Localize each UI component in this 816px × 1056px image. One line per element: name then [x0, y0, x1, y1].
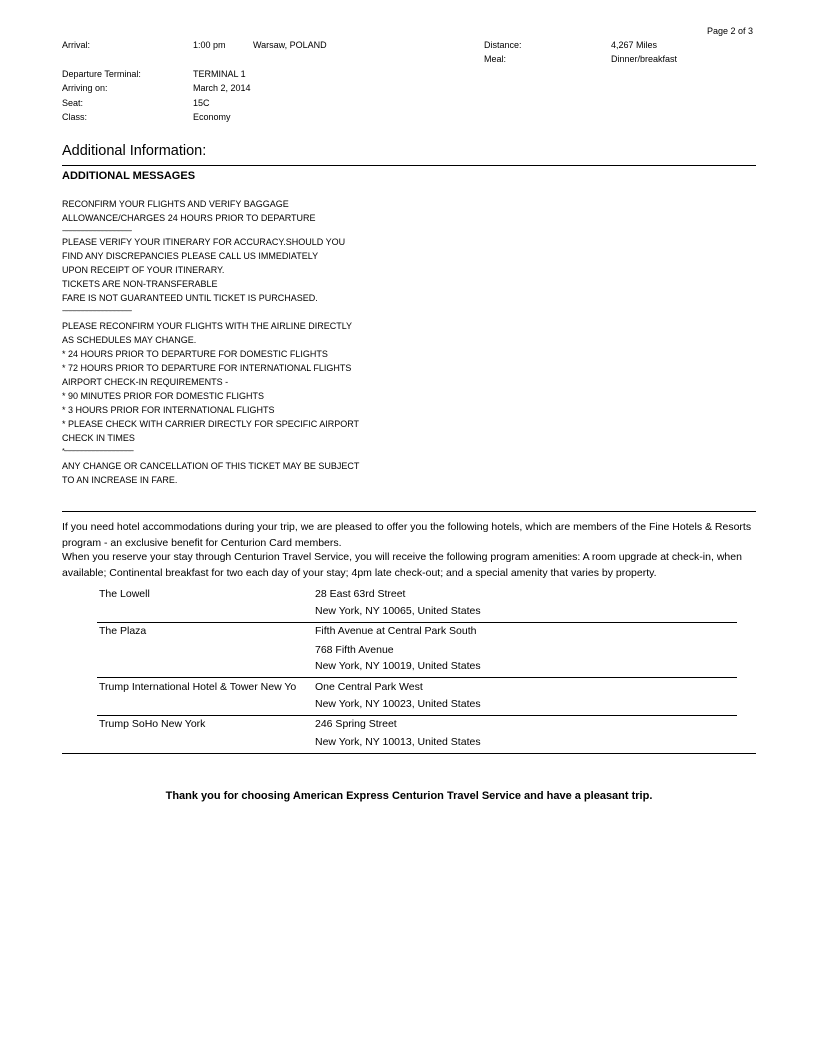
message-line: ALLOWANCE/CHARGES 24 HOURS PRIOR TO DEPARTURE [62, 213, 316, 223]
message-line: CHECK IN TIMES [62, 433, 135, 443]
hotel-amenities-paragraph: When you reserve your stay through Centurion Travel Service, you will receive the following program amenities: A room upgrade at check-in, when available; Continental breakfast for two each day of your stay; 4pm late check-out; and a special amenity that varies by property. [62, 551, 742, 579]
seat-value: 15C [193, 98, 210, 108]
hotel-name: The Lowell [99, 588, 150, 600]
message-separator: ---------------------------------------------------- [62, 308, 132, 315]
messages-title: ADDITIONAL MESSAGES [62, 170, 196, 182]
message-line: AIRPORT CHECK-IN REQUIREMENTS - [62, 377, 229, 387]
arriving-on-value: March 2, 2014 [193, 83, 251, 93]
hotel-address-line: 246 Spring Street [315, 718, 397, 730]
row-divider [97, 715, 737, 716]
hotel-address-line: New York, NY 10065, United States [315, 605, 481, 617]
hotel-name: Trump International Hotel & Tower New Yo [99, 681, 297, 693]
additional-info-title: Additional Information: [62, 143, 207, 159]
hotel-address-line: One Central Park West [315, 681, 423, 693]
row-divider [97, 677, 737, 678]
hotel-address-line: 768 Fifth Avenue [315, 644, 394, 656]
message-line: TICKETS ARE NON-TRANSFERABLE [62, 279, 218, 289]
meal-label: Meal: [484, 54, 507, 64]
message-line: UPON RECEIPT OF YOUR ITINERARY. [62, 265, 225, 275]
divider [62, 165, 756, 166]
message-line: * 24 HOURS PRIOR TO DEPARTURE FOR DOMESTIC FLIGHTS [62, 349, 328, 359]
distance-label: Distance: [484, 40, 522, 50]
hotel-address-line: New York, NY 10023, United States [315, 698, 481, 710]
divider [62, 753, 756, 754]
message-line: * 90 MINUTES PRIOR FOR DOMESTIC FLIGHTS [62, 391, 265, 401]
arrival-label: Arrival: [62, 40, 91, 50]
hotel-address-line: New York, NY 10013, United States [315, 736, 481, 748]
message-line: FIND ANY DISCREPANCIES PLEASE CALL US IMMEDIATELY [62, 251, 319, 261]
closing-message: Thank you for choosing American Express Centurion Travel Service and have a pleasant trip. [165, 790, 653, 802]
message-separator: *---------------------------------------------------- [62, 448, 133, 455]
meal-value: Dinner/breakfast [611, 54, 678, 64]
hotel-intro-paragraph: If you need hotel accommodations during your trip, we are pleased to offer you the following hotels, which are members of the Fine Hotels & Resorts program - an exclusive benefit for Centurion Card members. [62, 521, 752, 549]
message-line: RECONFIRM YOUR FLIGHTS AND VERIFY BAGGAGE [62, 199, 289, 209]
hotel-address-line: New York, NY 10019, United States [315, 660, 481, 672]
page-number: Page 2 of 3 [707, 26, 754, 36]
hotel-address-line: Fifth Avenue at Central Park South [315, 625, 477, 637]
message-line: TO AN INCREASE IN FARE. [62, 475, 178, 485]
message-line: PLEASE RECONFIRM YOUR FLIGHTS WITH THE AIRLINE DIRECTLY [62, 321, 353, 331]
hotel-name: Trump SoHo New York [99, 718, 206, 730]
departure-terminal-value: TERMINAL 1 [193, 69, 246, 79]
message-line: * PLEASE CHECK WITH CARRIER DIRECTLY FOR SPECIFIC AIRPORT [62, 419, 360, 429]
message-separator: ---------------------------------------------------- [62, 228, 132, 235]
message-line: ANY CHANGE OR CANCELLATION OF THIS TICKET MAY BE SUBJECT [62, 461, 360, 471]
message-line: * 72 HOURS PRIOR TO DEPARTURE FOR INTERNATIONAL FLIGHTS [62, 363, 352, 373]
divider [62, 511, 756, 512]
departure-terminal-label: Departure Terminal: [62, 69, 141, 79]
message-line: * 3 HOURS PRIOR FOR INTERNATIONAL FLIGHTS [62, 405, 275, 415]
arrival-city: Warsaw, POLAND [253, 40, 327, 50]
row-divider [97, 622, 737, 623]
arrival-time: 1:00 pm [193, 40, 226, 50]
hotel-address-line: 28 East 63rd Street [315, 588, 406, 600]
message-line: AS SCHEDULES MAY CHANGE. [62, 335, 197, 345]
distance-value: 4,267 Miles [611, 40, 658, 50]
arriving-on-label: Arriving on: [62, 83, 108, 93]
hotel-name: The Plaza [99, 625, 147, 637]
class-label: Class: [62, 112, 88, 122]
message-line: PLEASE VERIFY YOUR ITINERARY FOR ACCURACY.SHOULD YOU [62, 237, 346, 247]
seat-label: Seat: [62, 98, 84, 108]
class-value: Economy [193, 112, 231, 122]
message-line: FARE IS NOT GUARANTEED UNTIL TICKET IS PURCHASED. [62, 293, 318, 303]
